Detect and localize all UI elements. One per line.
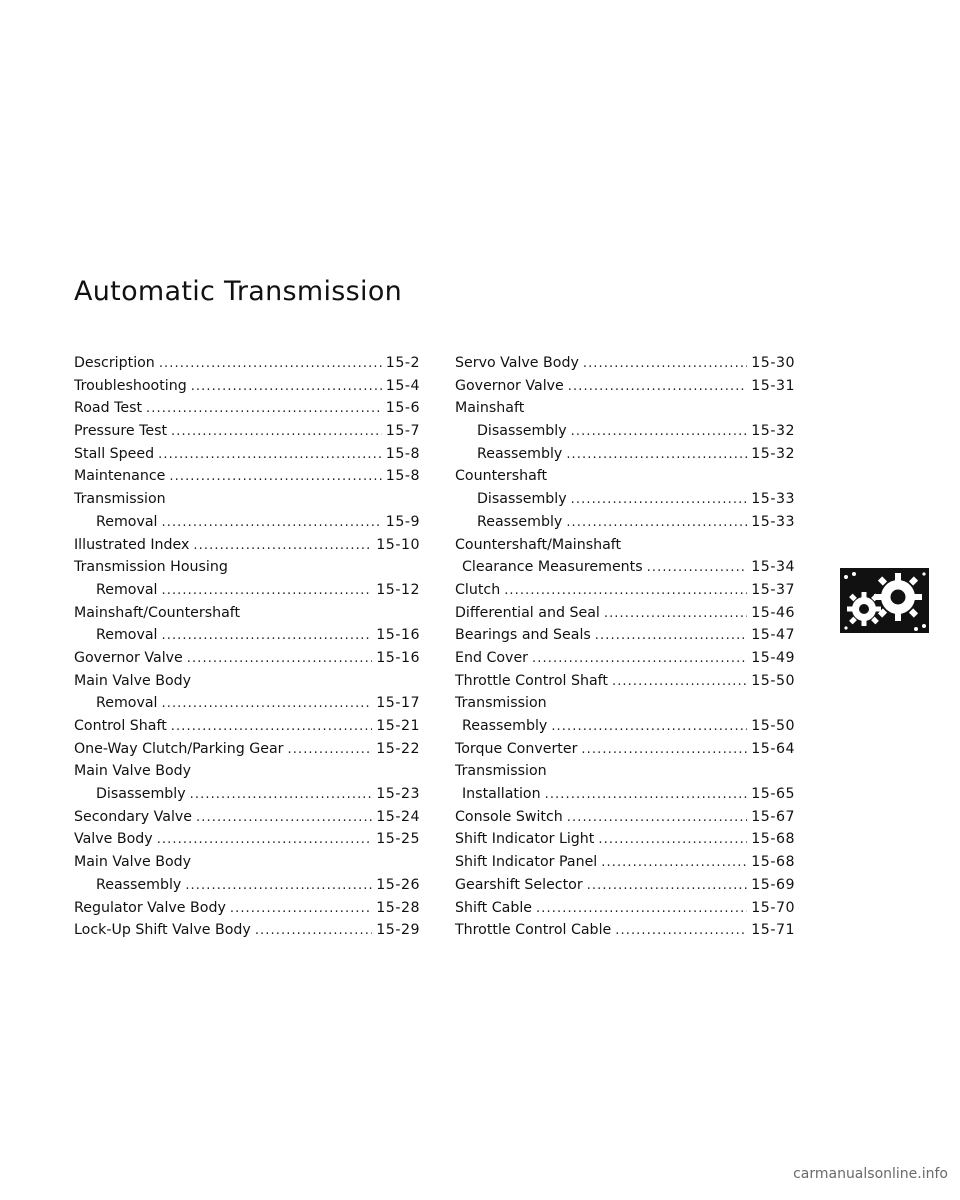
dot-leader [612, 671, 747, 694]
toc-entry-page: 15-8 [385, 468, 420, 485]
toc-entry-page: 15-22 [376, 740, 420, 757]
toc-entry-page: 15-26 [376, 876, 420, 893]
toc-entry-label: Reassembly [462, 718, 548, 734]
toc-entry-page: 15-65 [751, 786, 795, 803]
toc-left-column [74, 352, 420, 942]
toc-entry [455, 602, 795, 625]
toc-entry [74, 783, 420, 806]
toc-entry-page: 15-68 [751, 854, 795, 871]
toc-entry-label: Shift Indicator Panel [455, 854, 598, 871]
dot-leader [587, 875, 748, 898]
toc-entry-page: 15-16 [376, 649, 420, 666]
toc-entry [74, 352, 420, 375]
toc-entry [455, 511, 795, 534]
toc-entry-label: Road Test [74, 400, 143, 417]
toc-entry-page: 15-21 [376, 718, 420, 734]
toc-entry [74, 397, 420, 420]
toc-entry [74, 715, 420, 738]
dot-leader [604, 603, 747, 626]
toc-entry-label: Reassembly [477, 445, 563, 462]
toc-entry [455, 760, 795, 783]
toc-entry [455, 670, 795, 693]
toc-entry-label: Transmission [74, 491, 166, 508]
dot-leader [190, 784, 373, 807]
toc-entry-page: 15-71 [751, 922, 795, 939]
dot-leader [161, 693, 372, 716]
toc-entry-label: Differential and Seal [455, 604, 600, 621]
toc-entry [74, 511, 420, 534]
dot-leader [504, 580, 747, 603]
dot-leader [193, 535, 372, 558]
dot-leader [171, 716, 372, 739]
toc-entry [455, 397, 795, 420]
toc-entry-page: 15-33 [751, 513, 795, 530]
toc-entry-page: 15-69 [751, 876, 795, 893]
dot-leader [601, 852, 747, 875]
toc-entry [455, 806, 795, 829]
toc-entry-label: Reassembly [477, 513, 563, 530]
dot-leader [161, 625, 372, 648]
toc-entry-page: 15-10 [376, 536, 420, 553]
toc-entry-page: 15-25 [376, 831, 420, 848]
toc-entry-label: Governor Valve [455, 377, 564, 394]
toc-entry-label: Removal [96, 581, 158, 598]
toc-entry [455, 874, 795, 897]
toc-entry-label: Throttle Control Shaft [455, 672, 608, 689]
toc-entry-page: 15-2 [385, 355, 420, 371]
toc-entry [455, 738, 795, 761]
dot-leader [615, 920, 747, 943]
toc-entry-page: 15-34 [751, 559, 795, 576]
toc-entry-label: Torque Converter [455, 740, 578, 757]
dot-leader [647, 557, 748, 580]
toc-entry-label: Regulator Valve Body [74, 899, 226, 916]
toc-entry-label: Removal [96, 513, 158, 530]
toc-entry [74, 443, 420, 466]
toc-entry [74, 874, 420, 897]
dot-leader [571, 489, 748, 512]
dot-leader [185, 875, 372, 898]
dot-leader [566, 512, 747, 535]
toc-entry-label: Valve Body [74, 831, 153, 848]
toc-entry-page: 15-68 [751, 831, 795, 848]
toc-entry-page: 15-64 [751, 740, 795, 757]
toc-entry [74, 488, 420, 511]
toc-entry [74, 828, 420, 851]
dot-leader [288, 739, 373, 762]
toc-entry [455, 352, 795, 375]
toc-entry-page: 15-50 [751, 718, 795, 734]
toc-right-column [455, 352, 795, 942]
dot-leader [568, 376, 748, 399]
toc-entry [455, 443, 795, 466]
toc-entry-page: 15-16 [376, 627, 420, 644]
toc-entry [74, 670, 420, 693]
toc-entry-label: Troubleshooting [74, 377, 187, 394]
toc-entry [455, 715, 795, 738]
toc-entry-label: Disassembly [477, 423, 567, 440]
dot-leader [191, 376, 382, 399]
toc-entry-label: Reassembly [96, 876, 182, 893]
toc-entry-label: Main Valve Body [74, 854, 192, 871]
toc-entry-label: Description [74, 355, 155, 371]
dot-leader [146, 398, 382, 421]
toc-entry-page: 15-70 [751, 899, 795, 916]
dot-leader [161, 512, 381, 535]
dot-leader [571, 421, 748, 444]
toc-entry-label: Countershaft/Mainshaft [455, 536, 622, 553]
toc-entry-page: 15-29 [376, 922, 420, 939]
toc-entry-label: Transmission [455, 695, 547, 712]
toc-entry [455, 783, 795, 806]
toc-entry-label: Disassembly [477, 491, 567, 508]
toc-entry-page: 15-7 [385, 423, 420, 440]
toc-entry-label: Secondary Valve [74, 808, 193, 825]
toc-entry-page: 15-47 [751, 627, 795, 644]
toc-entry-label: Shift Indicator Light [455, 831, 595, 848]
toc-entry [74, 738, 420, 761]
toc-entry [74, 534, 420, 557]
toc-entry [455, 556, 795, 579]
toc-entry [455, 420, 795, 443]
gears-icon [840, 568, 929, 633]
dot-leader [532, 648, 747, 671]
toc-entry-label: Main Valve Body [74, 763, 192, 780]
dot-leader [567, 807, 748, 830]
dot-leader [157, 829, 373, 852]
toc-entry [455, 465, 795, 488]
toc-entry [74, 556, 420, 579]
toc-entry-label: Gearshift Selector [455, 876, 583, 893]
toc-entry [74, 624, 420, 647]
toc-entry [455, 919, 795, 942]
toc-entry-label: Main Valve Body [74, 672, 192, 689]
toc-entry-label: Stall Speed [74, 445, 155, 462]
toc-entry-label: Disassembly [96, 786, 186, 803]
toc-entry-label: One-Way Clutch/Parking Gear [74, 740, 284, 757]
toc-entry-page: 15-4 [385, 377, 420, 394]
dot-leader [551, 716, 747, 739]
dot-leader [595, 625, 747, 648]
dot-leader [161, 580, 372, 603]
dot-leader [581, 739, 747, 762]
toc-entry-label: Mainshaft/Countershaft [74, 604, 241, 621]
dot-leader [196, 807, 372, 830]
toc-entry-label: Maintenance [74, 468, 166, 485]
toc-entry-label: Shift Cable [455, 899, 533, 916]
toc-entry-label: Countershaft [455, 468, 548, 485]
toc-entry-page: 15-30 [751, 355, 795, 371]
toc-entry [455, 851, 795, 874]
toc-entry-label: Mainshaft [455, 400, 525, 417]
toc-entry-label: Illustrated Index [74, 536, 190, 553]
toc-entry [455, 534, 795, 557]
dot-leader [159, 353, 382, 376]
dot-leader [169, 466, 381, 489]
toc-entry [455, 488, 795, 511]
toc-entry-label: Transmission Housing [74, 559, 228, 576]
toc-entry [74, 647, 420, 670]
toc-entry-page: 15-17 [376, 695, 420, 712]
toc-entry-page: 15-6 [385, 400, 420, 417]
toc-entry [74, 692, 420, 715]
toc-entry [455, 897, 795, 920]
toc-entry-page: 15-67 [751, 808, 795, 825]
toc-entry-label: Servo Valve Body [455, 355, 579, 371]
toc-entry-label: Console Switch [455, 808, 563, 825]
toc-entry-page: 15-50 [751, 672, 795, 689]
toc-entry [74, 375, 420, 398]
toc-entry-label: Clearance Measurements [462, 559, 643, 576]
dot-leader [545, 784, 748, 807]
toc-entry-page: 15-12 [376, 581, 420, 598]
toc-entry-label: Pressure Test [74, 423, 168, 440]
toc-entry [74, 919, 420, 942]
toc-entry [74, 851, 420, 874]
dot-leader [255, 920, 372, 943]
dot-leader [187, 648, 373, 671]
toc-entry [455, 647, 795, 670]
toc-entry [455, 375, 795, 398]
toc-entry-label: Throttle Control Cable [455, 922, 612, 939]
toc-entry-page: 15-24 [376, 808, 420, 825]
toc-entry-label: Installation [462, 786, 541, 803]
toc-entry-label: Control Shaft [74, 718, 167, 734]
toc-entry-label: Transmission [455, 763, 547, 780]
toc-entry-label: Bearings and Seals [455, 627, 591, 644]
dot-leader [171, 421, 382, 444]
toc-entry [74, 806, 420, 829]
toc-entry-page: 15-23 [376, 786, 420, 803]
toc-entry [74, 602, 420, 625]
dot-leader [158, 444, 382, 467]
toc-entry-page: 15-32 [751, 423, 795, 440]
dot-leader [598, 829, 747, 852]
toc-entry-label: End Cover [455, 649, 529, 666]
toc-entry-page: 15-31 [751, 377, 795, 394]
dot-leader [583, 353, 747, 376]
toc-entry-page: 15-28 [376, 899, 420, 916]
toc-entry-page: 15-49 [751, 649, 795, 666]
toc-entry-label: Removal [96, 627, 158, 644]
toc-entry-page: 15-8 [385, 445, 420, 462]
dot-leader [230, 898, 372, 921]
toc-entry [74, 897, 420, 920]
page-title: Automatic Transmission [74, 276, 403, 307]
toc-entry [74, 420, 420, 443]
toc-entry-page: 15-9 [385, 513, 420, 530]
toc-entry-page: 15-32 [751, 445, 795, 462]
toc-entry [74, 760, 420, 783]
toc-entry [455, 828, 795, 851]
toc-entry [455, 692, 795, 715]
dot-leader [536, 898, 747, 921]
dot-leader [566, 444, 747, 467]
toc-entry-label: Governor Valve [74, 649, 183, 666]
toc-entry [74, 579, 420, 602]
toc-entry-label: Clutch [455, 581, 501, 598]
toc-entry-label: Lock-Up Shift Valve Body [74, 922, 251, 939]
toc-entry [74, 465, 420, 488]
toc-entry-label: Removal [96, 695, 158, 712]
site-watermark: carmanualsonline.info [793, 1166, 948, 1182]
toc-entry [455, 624, 795, 647]
toc-entry-page: 15-33 [751, 491, 795, 508]
toc-entry-page: 15-46 [751, 604, 795, 621]
toc-entry-page: 15-37 [751, 581, 795, 598]
toc-entry [455, 579, 795, 602]
